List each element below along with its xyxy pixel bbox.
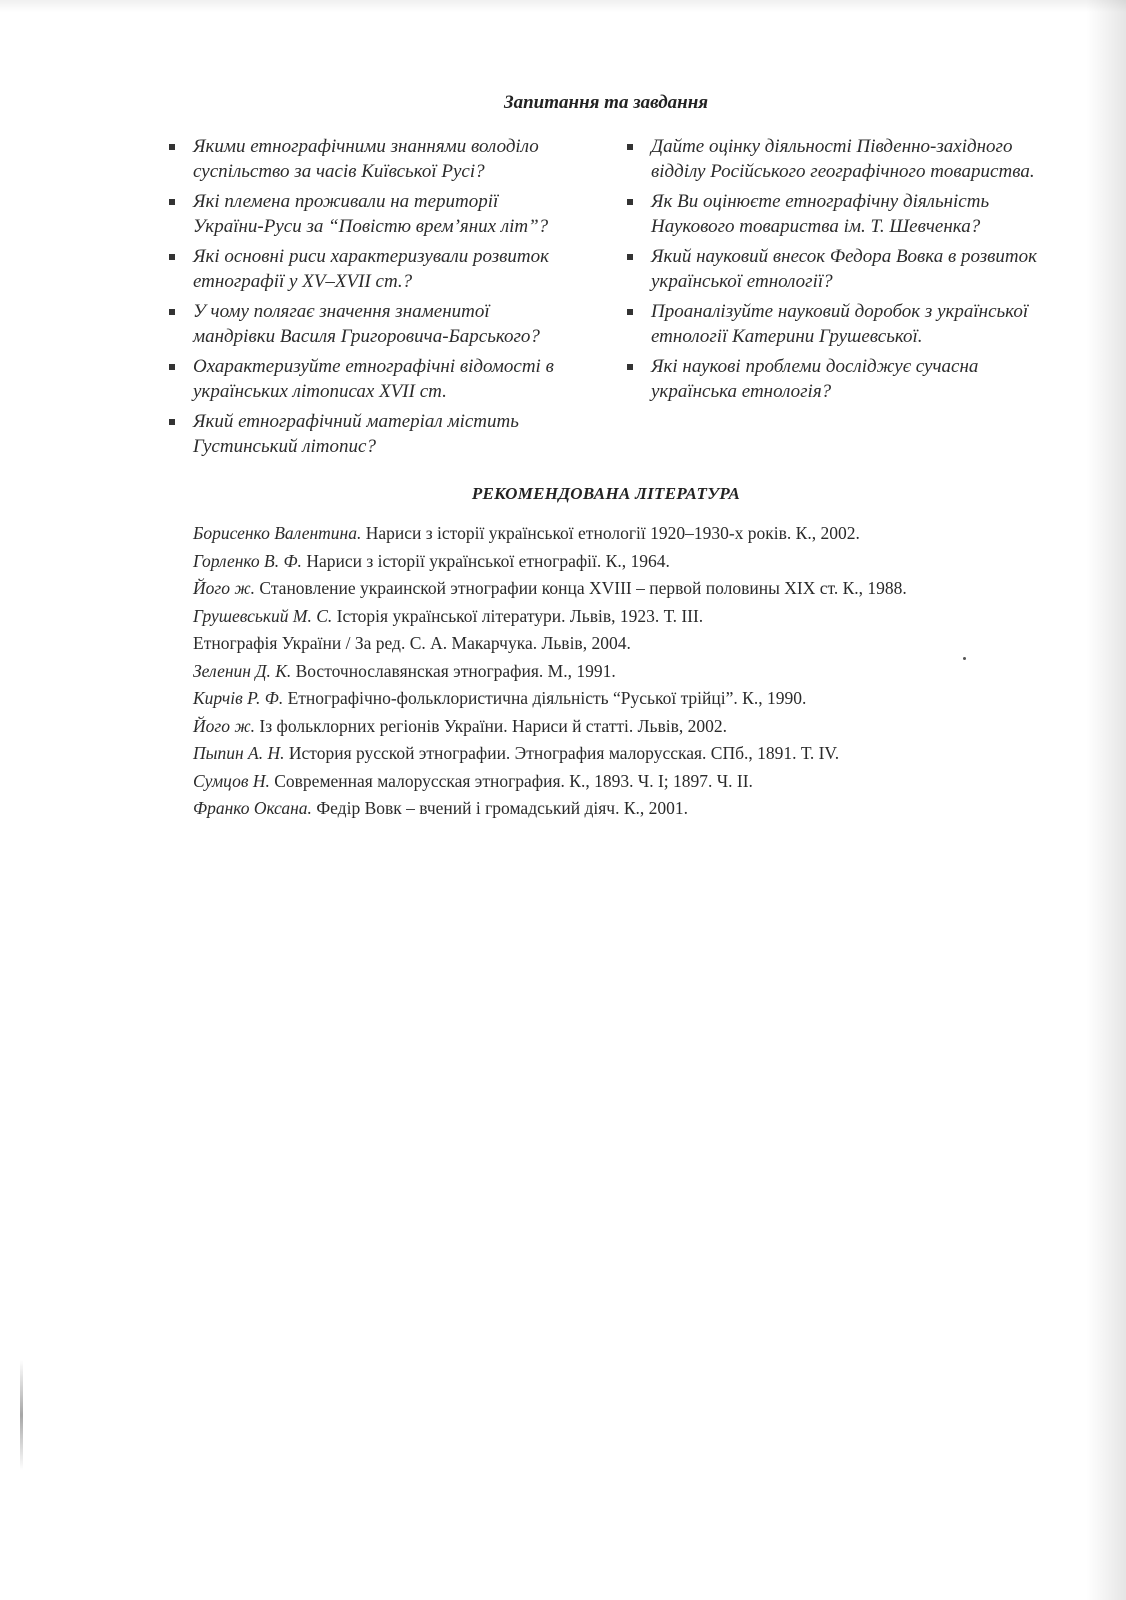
- question-text: Якими етнографічними знаннями володіло суспільство за часів Київської Русі?: [193, 136, 539, 182]
- question-item: [626, 244, 1046, 294]
- reference-author: Грушевський М. С.: [193, 605, 333, 626]
- square-bullet-icon: [169, 144, 175, 150]
- reference-text: Современная малорусская этнография. К., 1893. Ч. I; 1897. Ч. II.: [274, 770, 753, 791]
- literature-heading: РЕКОМЕНДОВАНА ЛІТЕРАТУРА: [471, 484, 741, 503]
- question-text: Який науковий внесок Федора Вовка в розвиток української етнології?: [651, 246, 1037, 292]
- question-text: Які наукові проблеми досліджує сучасна українська етнологія?: [651, 356, 979, 402]
- reference-author: Горленко В. Ф.: [193, 550, 302, 571]
- question-item: [168, 409, 573, 459]
- reference-item: [193, 660, 1028, 682]
- reference-author: Борисенко Валентина.: [193, 523, 362, 543]
- questions-left-column: [168, 134, 573, 464]
- reference-text: Федір Вовк – вчений і громадський діяч. К., 2001.: [316, 798, 688, 818]
- reference-author: Сумцов Н.: [193, 770, 270, 791]
- question-text: Дайте оцінку діяльності Південно-західного відділу Російського географічного товариства.: [651, 136, 1035, 182]
- reference-text: Становление украинской этнографии конца XVIII – первой половины XIX ст. К., 1988.: [259, 578, 907, 598]
- reference-item: [193, 522, 1028, 544]
- reference-text: Із фольклорних регіонів України. Нариси й статті. Львів, 2002.: [259, 715, 728, 736]
- square-bullet-icon: [169, 199, 175, 205]
- square-bullet-icon: [627, 144, 633, 150]
- reference-text: Нариси з історії української етнографії. К., 1964.: [306, 550, 670, 571]
- square-bullet-icon: [169, 364, 175, 370]
- reference-item: [193, 577, 1028, 599]
- scan-artifact: [20, 1360, 23, 1470]
- reference-author: Його ж.: [193, 715, 255, 736]
- reference-item: [193, 687, 1028, 709]
- square-bullet-icon: [627, 199, 633, 205]
- reference-item: [193, 632, 1028, 654]
- square-bullet-icon: [169, 254, 175, 260]
- question-item: [626, 189, 1046, 239]
- reference-item: [193, 770, 1028, 792]
- question-text: У чому полягає значення знаменитої мандрівки Василя Григоровича-Барського?: [193, 301, 540, 347]
- square-bullet-icon: [169, 309, 175, 315]
- reference-author: Пыпин А. Н.: [193, 743, 285, 763]
- reference-item: [193, 605, 1028, 627]
- square-bullet-icon: [627, 254, 633, 260]
- reference-text: История русской этнографии. Этнография малорусская. СПб., 1891. Т. IV.: [288, 743, 840, 763]
- reference-item: [193, 715, 1028, 737]
- reference-author: Зеленин Д. К.: [193, 660, 292, 681]
- question-text: Який етнографічний матеріал містить Густинський літопис?: [193, 411, 519, 457]
- reference-author: Кирчів Р. Ф.: [193, 688, 284, 708]
- question-item: [168, 134, 573, 184]
- question-item: [626, 299, 1046, 349]
- literature-list: [193, 522, 1028, 825]
- square-bullet-icon: [627, 364, 633, 370]
- reference-item: [193, 550, 1028, 572]
- question-text: Як Ви оцінюєте етнографічну діяльність Наукового товариства ім. Т. Шевченка?: [651, 191, 990, 237]
- question-item: [626, 134, 1046, 184]
- question-item: [168, 299, 573, 349]
- reference-item: [193, 742, 1028, 764]
- question-item: [168, 354, 573, 404]
- question-text: Які основні риси характеризували розвиток етнографії у XV–XVII ст.?: [193, 246, 550, 292]
- reference-text: Восточнославянская этнография. М., 1991.: [295, 660, 616, 681]
- reference-text: Історія української літератури. Львів, 1923. Т. III.: [336, 605, 704, 626]
- scan-edge-shadow: [1086, 0, 1126, 1600]
- reference-text: Етнографічно-фольклористична діяльність “Руської трійці”. К., 1990.: [287, 688, 807, 708]
- reference-author: Франко Оксана.: [193, 798, 312, 818]
- reference-text: Нариси з історії української етнології 1920–1930-х років. К., 2002.: [365, 523, 860, 543]
- question-item: [626, 354, 1046, 404]
- reference-item: [193, 797, 1028, 819]
- reference-text: Етнографія України / За ред. С. А. Макарчука. Львів, 2004.: [193, 633, 631, 653]
- question-text: Проаналізуйте науковий доробок з української етнології Катерини Грушевської.: [651, 301, 1029, 347]
- scan-top-shadow: [0, 0, 1126, 12]
- square-bullet-icon: [627, 309, 633, 315]
- question-text: Охарактеризуйте етнографічні відомості в українських літописах XVII ст.: [193, 356, 554, 402]
- questions-right-column: [626, 134, 1046, 409]
- square-bullet-icon: [169, 419, 175, 425]
- question-item: [168, 189, 573, 239]
- question-text: Які племена проживали на території України-Руси за “Повістю врем’яних літ”?: [193, 191, 549, 237]
- questions-heading: Запитання та завдання: [503, 92, 709, 113]
- reference-author: Його ж.: [193, 578, 255, 598]
- question-item: [168, 244, 573, 294]
